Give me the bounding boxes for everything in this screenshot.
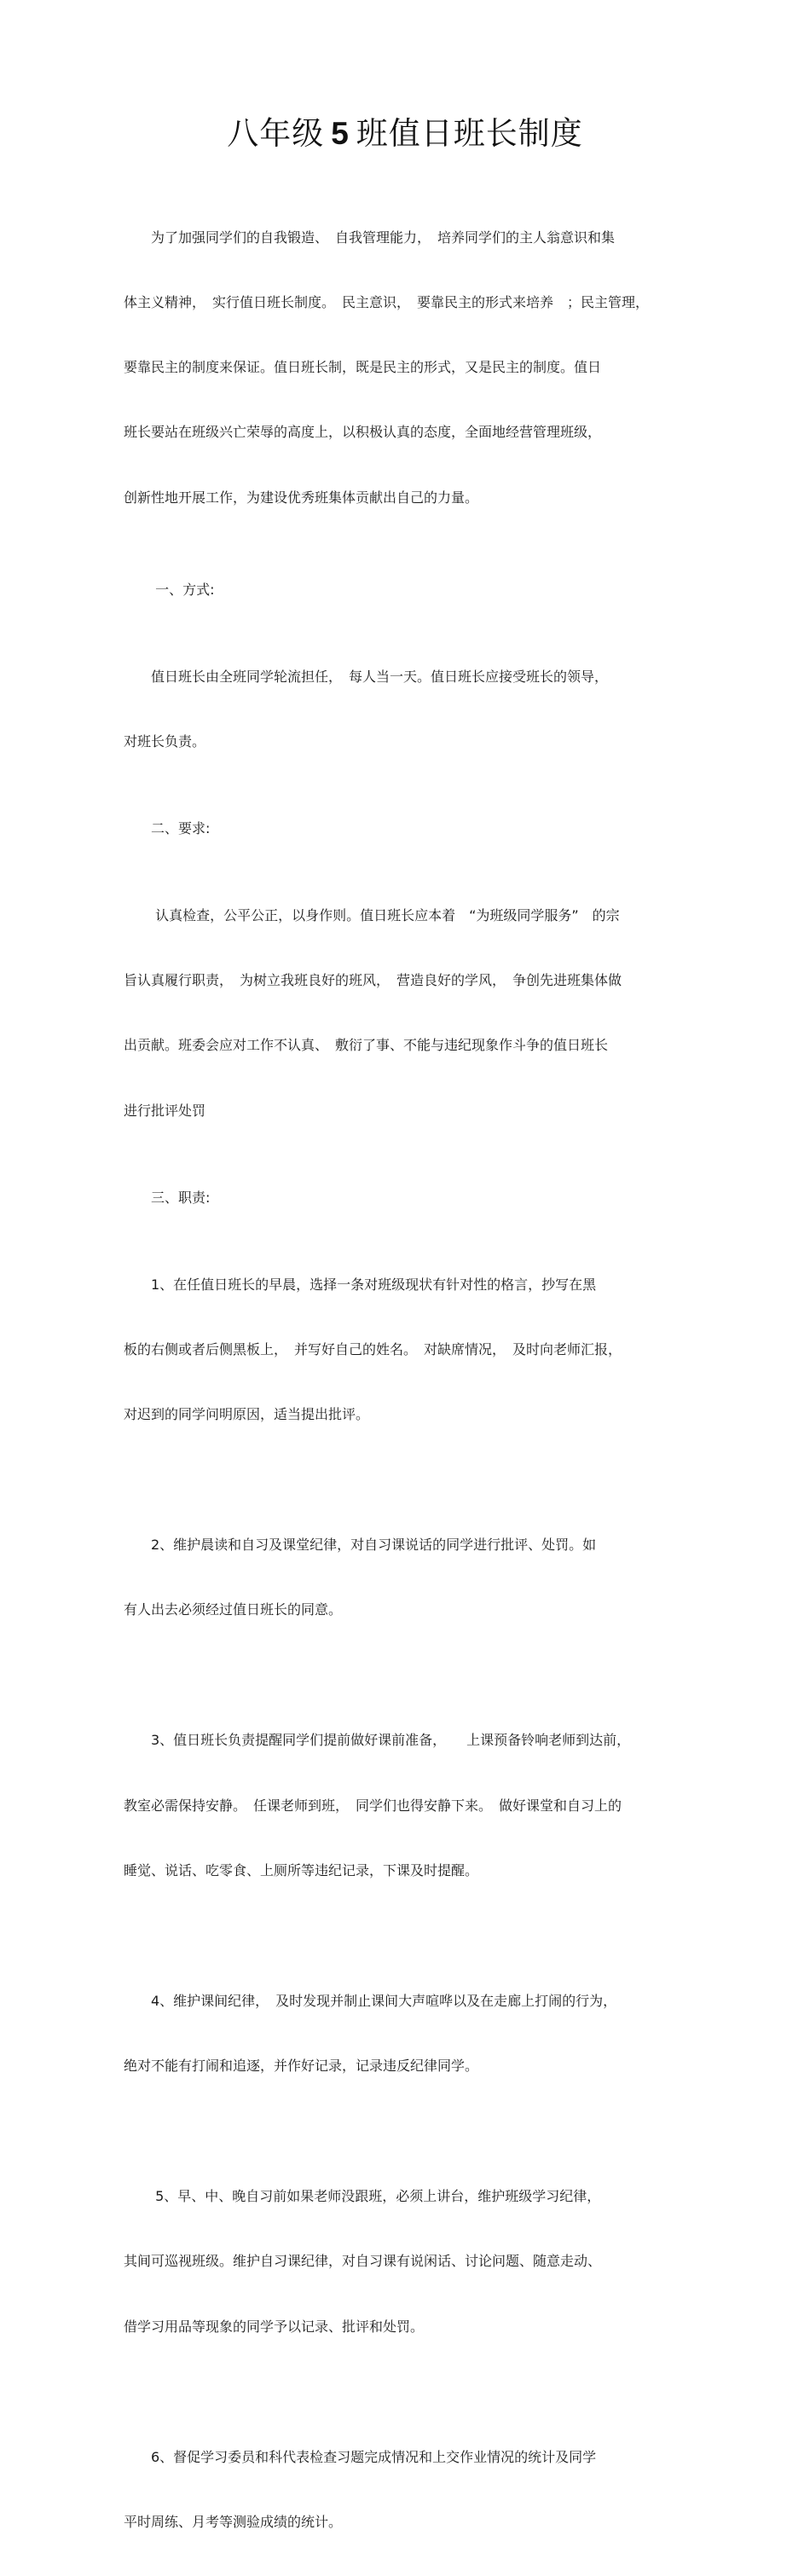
text-line: 有人出去必须经过值日班长的同意。 bbox=[124, 1601, 343, 1618]
requirements-paragraph bbox=[124, 861, 691, 1165]
duty-item-4 bbox=[124, 1947, 691, 2120]
duty-item-2 bbox=[124, 1491, 691, 1664]
section-heading-method: 一、方式: bbox=[124, 581, 215, 598]
duty-item-3 bbox=[124, 1687, 691, 1925]
text-line: 2、维护晨读和自习及课堂纪律，对自习课说话的同学进行批评、处罚。如 bbox=[124, 1537, 597, 1554]
duty-item-6 bbox=[124, 2403, 691, 2576]
text-line: 绝对不能有打闹和追逐，并作好记录，记录违反纪律同学。 bbox=[124, 2058, 479, 2075]
text-line: 4、维护课间纪律， 及时发现并制止课间大声喧哗以及在走廊上打闹的行为， bbox=[124, 1992, 617, 2009]
duty-item-5 bbox=[124, 2142, 691, 2380]
title-part2: 班值日班长制度 bbox=[356, 115, 583, 152]
text-line: 旨认真履行职责， 为树立我班良好的班风， 营造良好的学风， 争创先进班集体做 bbox=[124, 972, 622, 989]
text-line: 3、值日班长负责提醒同学们提前做好课前准备， 上课预备铃响老师到达前， bbox=[124, 1732, 631, 1749]
document-title bbox=[0, 113, 810, 155]
text-line: 睡觉、说话、吃零食、上厕所等违纪记录，下课及时提醒。 bbox=[124, 1861, 479, 1878]
text-line: 平时周练、月考等测验成绩的统计。 bbox=[124, 2513, 343, 2530]
section-heading-duties: 三、职责: bbox=[124, 1189, 211, 1206]
text-line: 值日班长由全班同学轮流担任， 每人当一天。值日班长应接受班长的领导， bbox=[124, 668, 609, 685]
text-line: 1、在任值日班长的早晨，选择一条对班级现状有针对性的格言，抄写在黑 bbox=[124, 1276, 597, 1293]
text-line: 体主义精神， 实行值日班长制度。 民主意识， 要靠民主的形式来培养 ；民主管理， bbox=[124, 294, 650, 311]
text-line: 对迟到的同学问明原因，适当提出批评。 bbox=[124, 1406, 370, 1423]
text-line: 其间可巡视班级。维护自习课纪律，对自习课有说闲话、讨论问题、随意走动、 bbox=[124, 2253, 602, 2270]
text-line: 对班长负责。 bbox=[124, 732, 206, 750]
text-line: 5、早、中、晚自习前如果老师没跟班，必须上讲台，维护班级学习纪律， bbox=[124, 2188, 601, 2205]
text-line: 要靠民主的制度来保证。值日班长制，既是民主的形式，又是民主的制度。值日 bbox=[124, 359, 602, 376]
text-line: 创新性地开展工作，为建设优秀班集体贡献出自己的力量。 bbox=[124, 489, 479, 506]
text-line: 借学习用品等现象的同学予以记录、批评和处罚。 bbox=[124, 2318, 425, 2335]
title-class-number: 5 bbox=[331, 116, 350, 151]
text-line: 进行批评处罚 bbox=[124, 1102, 206, 1119]
text-line: 班长要站在班级兴亡荣辱的高度上，以积极认真的态度，全面地经营管理班级， bbox=[124, 424, 602, 441]
duty-item-1 bbox=[124, 1230, 691, 1468]
text-line: 出贡献。班委会应对工作不认真、 敷衍了事、不能与违纪现象作斗争的值日班长 bbox=[124, 1037, 609, 1054]
text-line: 为了加强同学们的自我锻造、 自我管理能力， 培养同学们的主人翁意识和集 bbox=[124, 229, 616, 246]
text-line: 6、督促学习委员和科代表检查习题完成情况和上交作业情况的统计及同学 bbox=[124, 2448, 597, 2465]
section-heading-requirements: 二、要求: bbox=[124, 820, 211, 837]
title-part1: 八年级 bbox=[227, 115, 325, 152]
text-line: 认真检查，公平公正，以身作则。值日班长应本着 “为班级同学服务” 的宗 bbox=[124, 906, 620, 923]
text-line: 板的右侧或者后侧黑板上， 并写好自己的姓名。 对缺席情况， 及时向老师汇报， bbox=[124, 1340, 622, 1357]
text-line: 教室必需保持安静。 任课老师到班， 同学们也得安静下来。 做好课堂和自习上的 bbox=[124, 1797, 622, 1814]
intro-paragraph bbox=[124, 183, 691, 552]
method-paragraph bbox=[124, 622, 691, 796]
document-body bbox=[124, 183, 691, 2576]
